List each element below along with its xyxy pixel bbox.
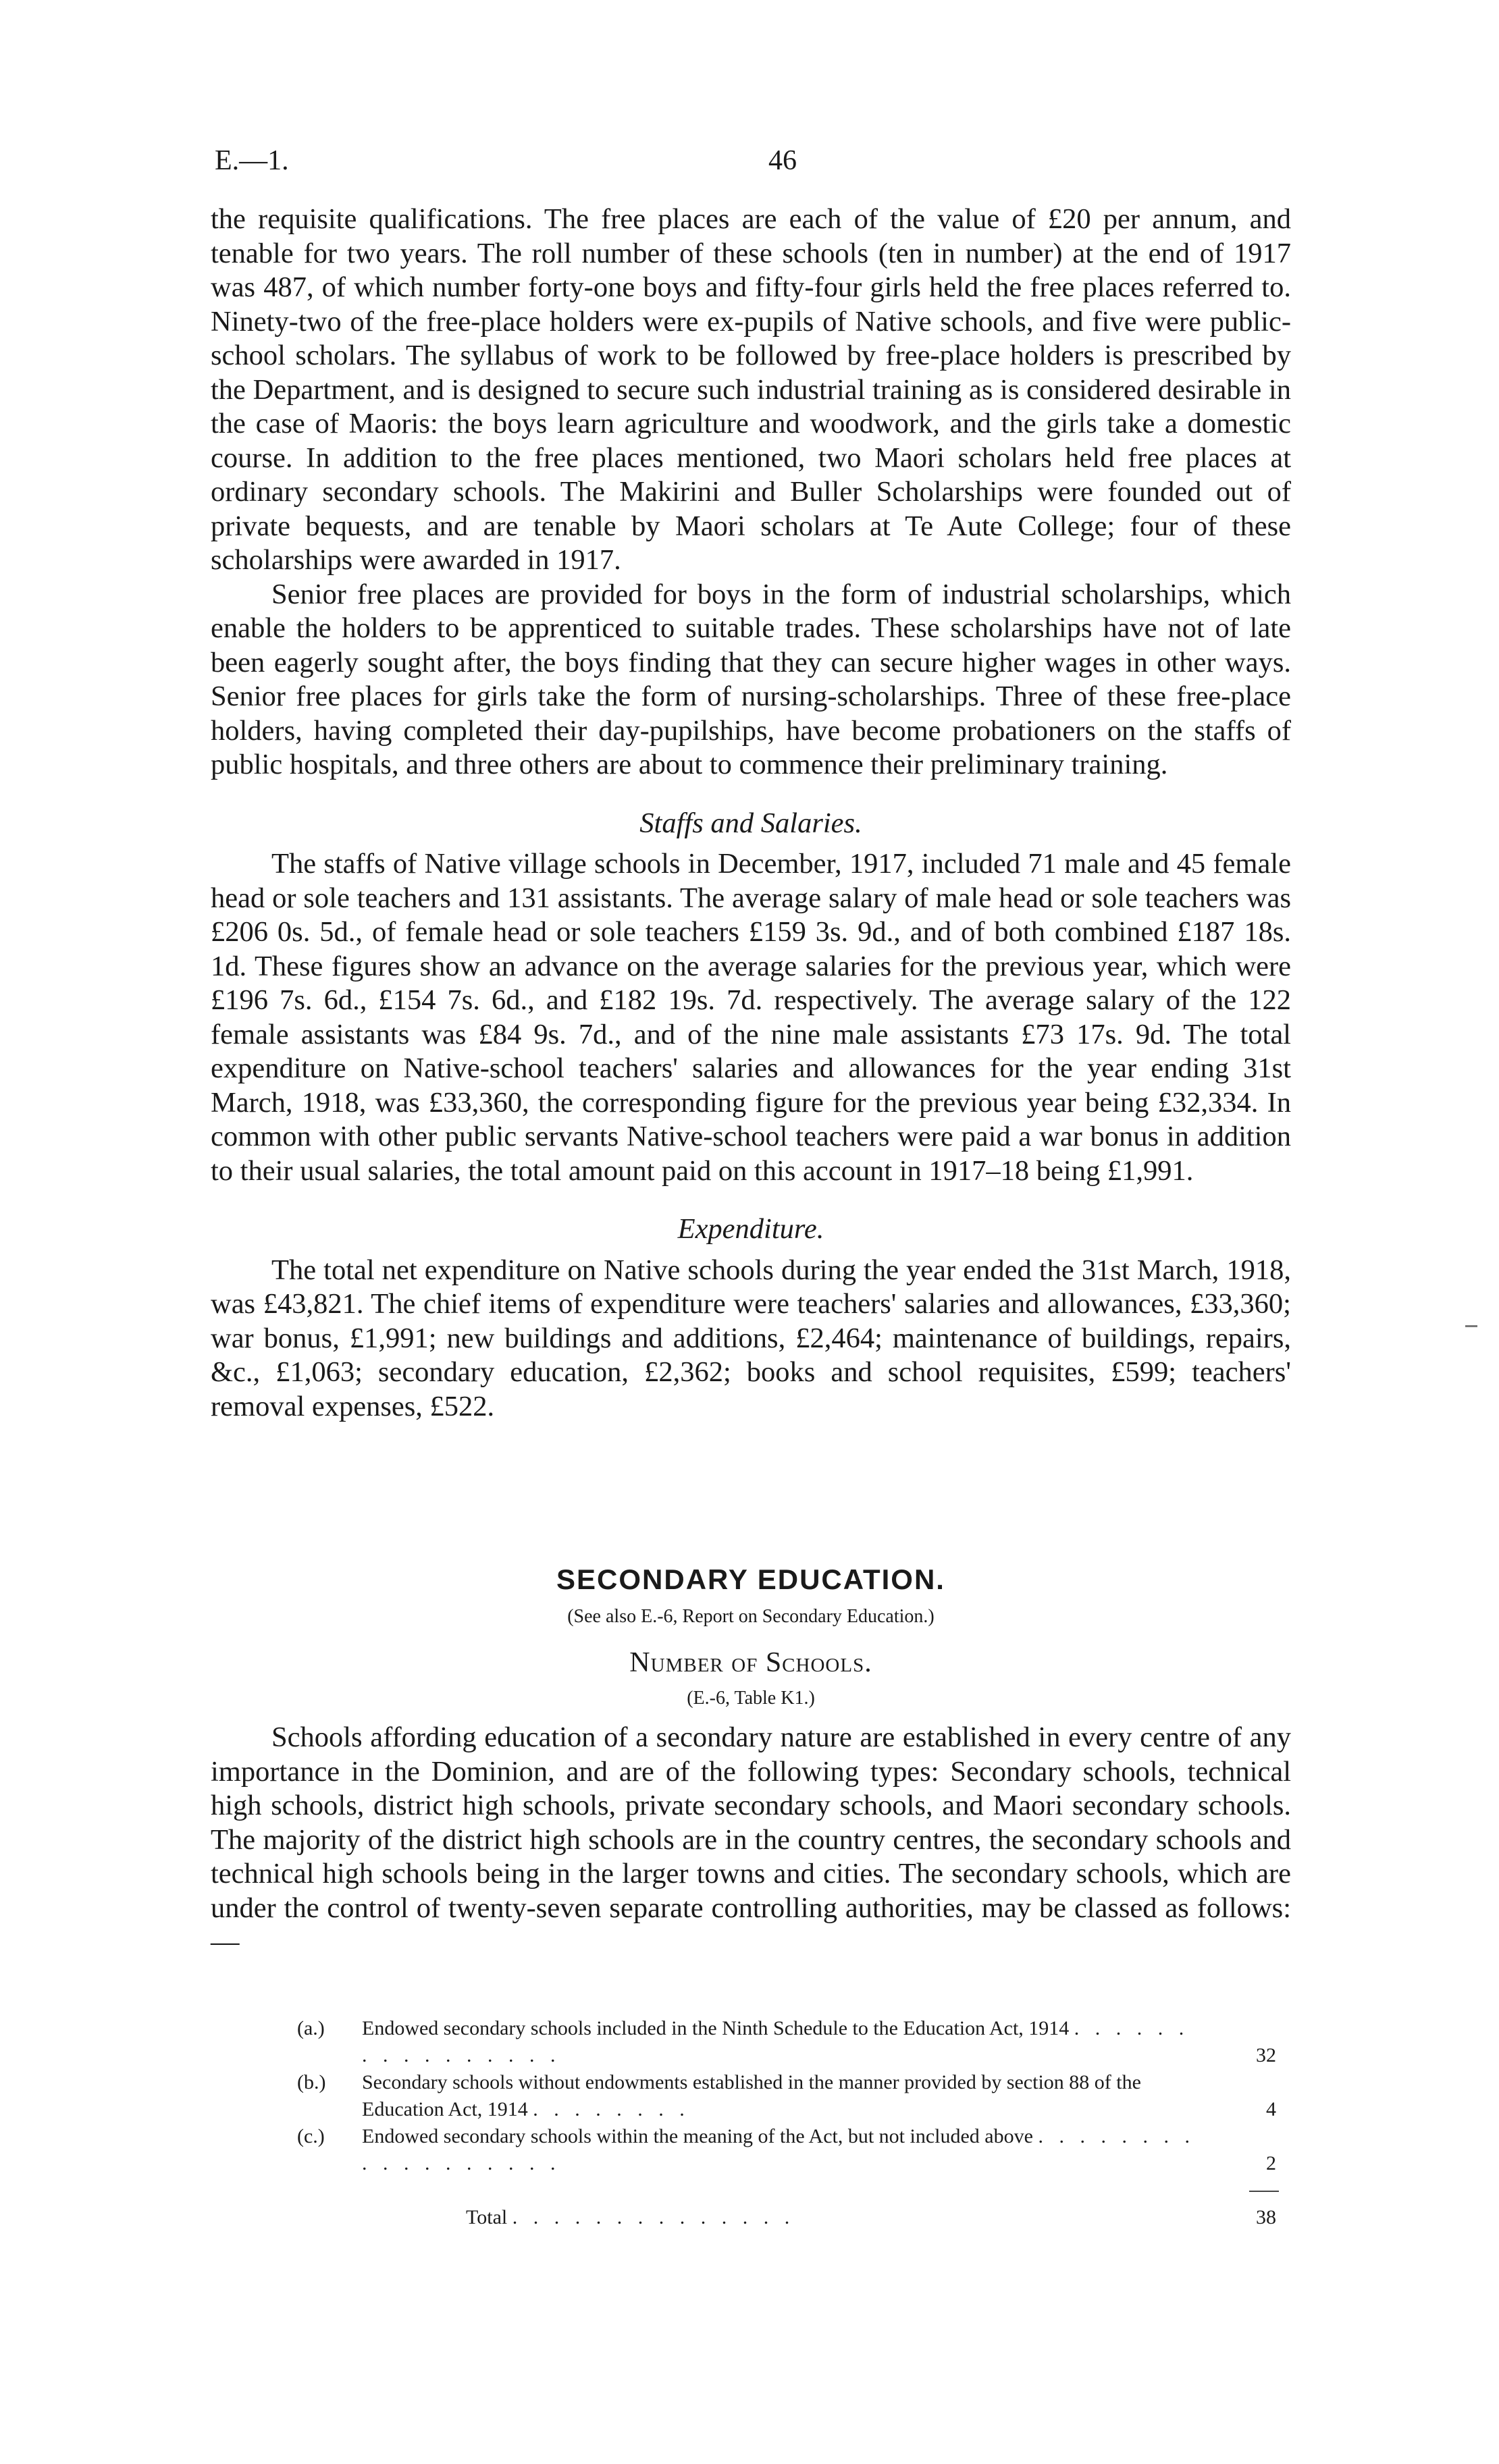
paragraph-school-types: Schools affording education of a secondary nature are established in every centre of any importance in the Dominion, and are of the following types: Secondary schools, technical high schools, district high schools, private secondary schools, and Maori secondary schools. The majority of the district high schools are in the country centres, the secondary schools and technical high schools being in the larger towns and cities. The secondary schools, which are under the control of twenty-seven separate controlling authorities, may be classed as follows:—	[211, 1721, 1291, 1958]
list-item	[297, 2123, 1283, 2177]
paragraph-senior-free-places: Senior free places are provided for boys in the form of industrial scholarships, which enable the holders to be apprenticed to suitable trades. These scholarships have not of late been eagerly sought after, the boys finding that they can secure higher wages in other ways. Senior free places for girls take the form of nursing-scholarships. Three of these free-place holders, having completed their day-pupilships, have become probationers on the staffs of public hospitals, and three others are about to commence their preliminary training.	[211, 578, 1291, 780]
list-item	[297, 2069, 1283, 2123]
list-item-mark: (b.)	[297, 2071, 326, 2093]
secondary-education-section	[211, 1563, 1291, 1960]
total-rule	[1249, 2191, 1279, 2192]
list-item	[297, 2015, 1283, 2069]
see-also-note: (See also E.-6, Report on Secondary Education.)	[567, 1605, 935, 1627]
leader-dots: . . . . . . . . . . . . . .	[512, 2206, 795, 2228]
native-schools-section	[211, 203, 1291, 1424]
list-item-mark: (a.)	[297, 2017, 325, 2039]
list-item-text: Endowed secondary schools included in the Ninth Schedule to the Education Act, 1914	[362, 2017, 1070, 2039]
list-item-count: 2	[1266, 2152, 1276, 2174]
page-header	[215, 144, 1282, 185]
paragraph-free-places: the requisite qualifications. The free places are each of the value of £20 per annum, and tenable for two years. The roll number of these schools (ten in number) at the end of 1917 was 487, of which number forty-one boys and fifty-four girls held the free places referred to. Ninety-two of the free-place holders were ex-pupils of Native schools, and five were public-school scholars. The syllabus of work to be followed by free-place holders is prescribed by the Department, and is designed to secure such industrial training as is considered desirable in the case of Maoris: the boys learn agriculture and woodwork, and the girls take a domestic course. In addition to the free places mentioned, two Maori scholars held free places at ordinary secondary schools. The Makirini and Buller Scholarships were founded out of private bequests, and are tenable by Maori scholars at Te Aute College; four of these scholarships were awarded in 1917.	[211, 203, 1291, 576]
number-of-schools-heading: Number of Schools.	[629, 1647, 872, 1678]
heading-expenditure: Expenditure.	[677, 1213, 824, 1245]
leader-dots: . . . . . . . .	[533, 2098, 690, 2120]
list-item-count: 32	[1256, 2044, 1276, 2066]
school-classes-list	[297, 2015, 1283, 2231]
table-reference-note: (E.-6, Table K1.)	[687, 1687, 815, 1709]
list-item-mark: (c.)	[297, 2125, 325, 2147]
margin-dash	[1465, 1325, 1477, 1327]
total-row	[297, 2204, 1283, 2231]
total-count: 38	[1256, 2206, 1276, 2228]
page-number: 46	[768, 145, 797, 176]
list-item-count: 4	[1266, 2098, 1276, 2120]
paragraph-expenditure: The total net expenditure on Native schools during the year ended the 31st March, 1918, was £43,821. The chief items of expenditure were teachers' salaries and allowances, £33,360; war bonus, £1,991; new buildings and additions, £2,464; maintenance of buildings, repairs, &c., £1,063; secondary education, £2,362; books and school requisites, £599; teachers' removal expenses, £522.	[211, 1254, 1291, 1422]
list-item-text: Endowed secondary schools within the meaning of the Act, but not included above	[362, 2125, 1033, 2147]
leader-dots: . . . . . . . . . . . . . . . .	[362, 2017, 1190, 2066]
list-item-text: Secondary schools without endowments established in the manner provided by section 88 of the Education Act, 1914	[362, 2071, 1141, 2120]
paragraph-staffs-salaries: The staffs of Native village schools in December, 1917, included 71 male and 45 female head or sole teachers and 131 assistants. The average salary of male head or sole teachers was £206 0s. 5d., of female head or sole teachers £159 3s. 9d., and of both combined £187 18s. 1d. These figures show an advance on the average salaries for the previous year, which were £196 7s. 6d., £154 7s. 6d., and £182 19s. 7d. respectively. The average salary of the 122 female assistants was £84 9s. 7d., and of the nine male assistants £73 17s. 9d. The total expenditure on Native-school teachers' salaries and allowances for the year ending 31st March, 1918, was £33,360, the corresponding figure for the previous year being £32,334. In common with other public servants Native-school teachers were paid a war bonus in addition to their usual salaries, the total amount paid on this account in 1917–18 being £1,991.	[211, 848, 1291, 1187]
leader-dots: . . . . . . . . . . . . . . . . . .	[362, 2125, 1195, 2174]
document-reference: E.—1.	[215, 145, 289, 176]
heading-staffs-and-salaries: Staffs and Salaries.	[639, 807, 862, 839]
secondary-education-title: SECONDARY EDUCATION.	[556, 1563, 945, 1595]
total-label: Total	[466, 2206, 508, 2228]
